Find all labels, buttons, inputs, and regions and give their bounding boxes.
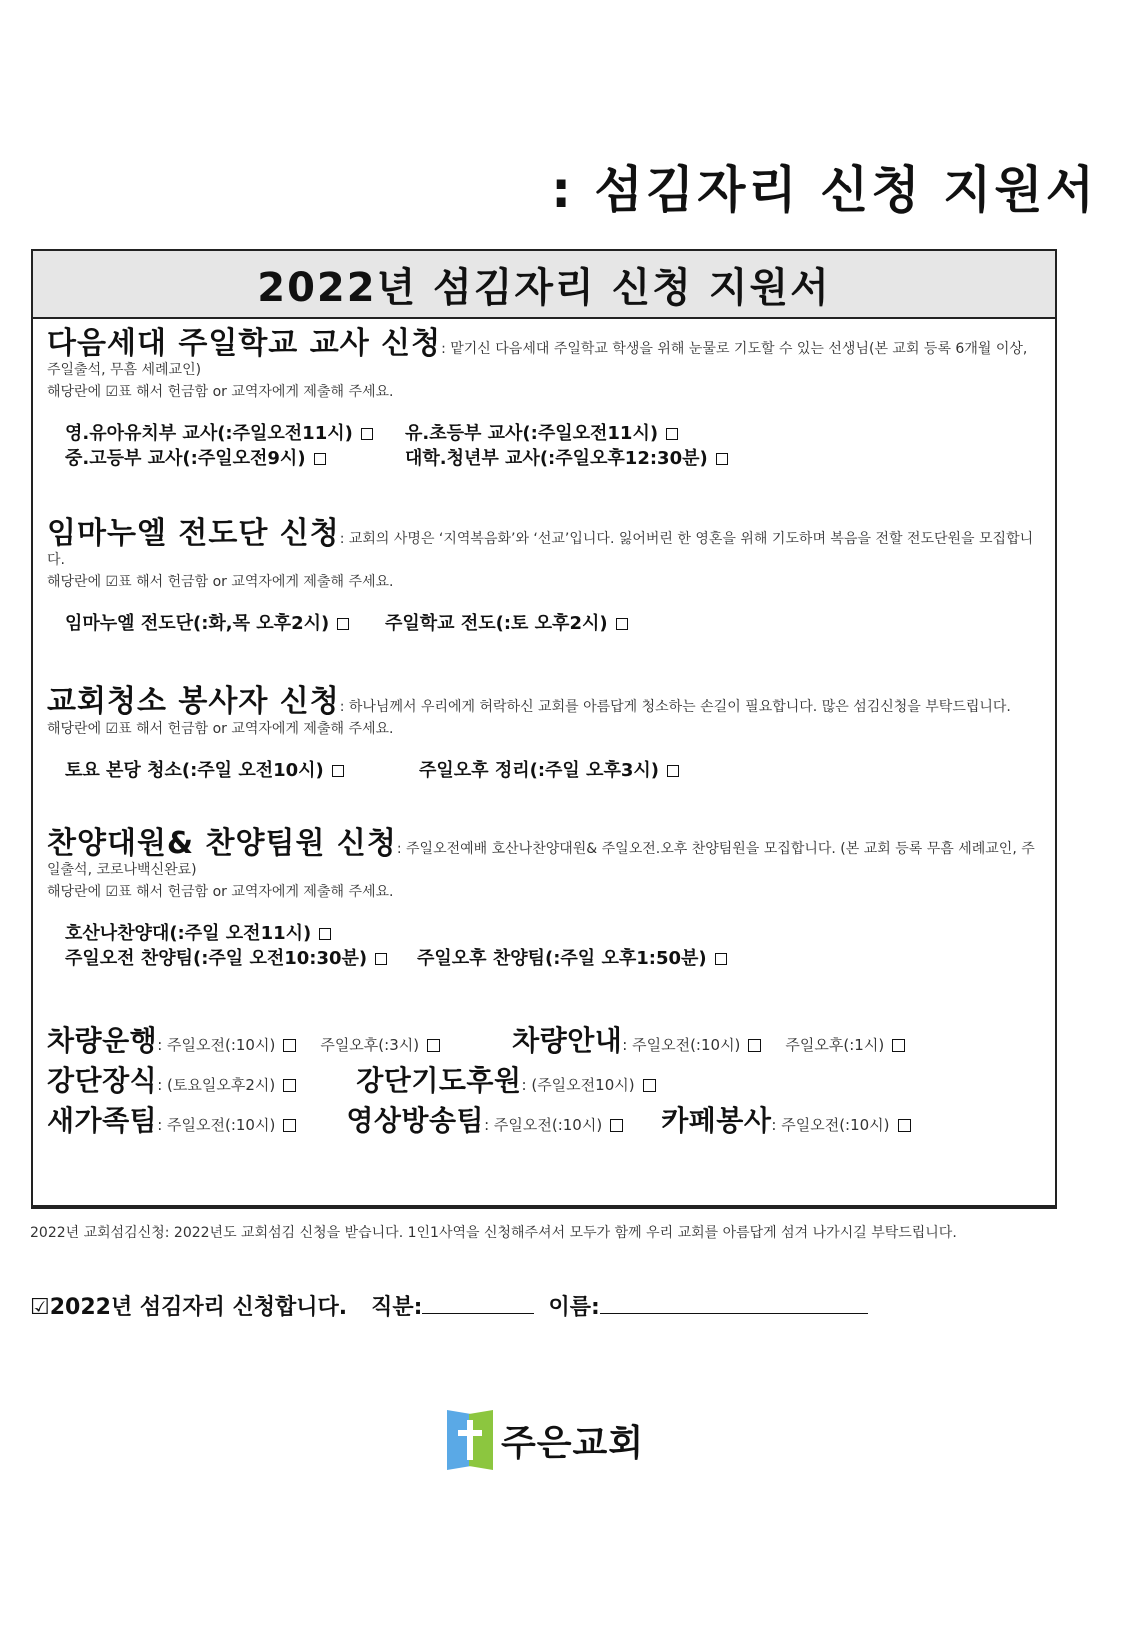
section-cleaning-volunteer [47, 684, 1041, 783]
checkbox[interactable] [332, 765, 344, 777]
section-desc: : 주일오전예배 호산나찬양대원& 주일오전.오후 찬양팀원을 모집합니다. (본 교회 등록 무흠 세례교인, 주일출석, 코로나백신완료) [47, 841, 1035, 878]
checkbox[interactable] [666, 428, 678, 440]
option-list [47, 421, 1041, 471]
position-label: 직분: [371, 1295, 423, 1320]
option-infant-teacher[interactable]: 영.유아유치부 교사(:주일오전11시) [65, 421, 405, 446]
section-sunday-school-teacher [47, 326, 1041, 471]
form-title: 2022년 섬김자리 신청 지원서 [33, 251, 1055, 319]
position-field[interactable] [422, 1312, 534, 1314]
footer-note: 2022년 교회섬김신청: 2022년도 교회섬김 신청을 받습니다. 1인1사역을 신청해주셔서 모두가 함께 우리 교회를 아름답게 섬겨 나가시길 부탁드립니다. [30, 1225, 957, 1241]
signup-text: ☑2022년 섬김자리 신청합니다. [30, 1295, 348, 1320]
section-choir-praise-team [47, 826, 1041, 971]
option-sunday-school-evangelism[interactable]: 주일학교 전도(:토 오후2시) [385, 611, 628, 636]
ministry-title-new-family: 새가족팀 [47, 1104, 158, 1137]
section-title: 찬양대원& 찬양팀원 신청 [47, 826, 397, 861]
option-list [47, 921, 1041, 971]
instruction: 해당란에 ☑표 해서 헌금함 or 교역자에게 제출해 주세요. [47, 574, 394, 590]
checkbox[interactable] [892, 1039, 905, 1052]
checkbox[interactable] [427, 1039, 440, 1052]
option-prayer[interactable]: : (주일오전10시) [522, 1067, 656, 1103]
instruction: 해당란에 ☑표 해서 헌금함 or 교역자에게 제출해 주세요. [47, 884, 394, 900]
option-elementary-teacher[interactable]: 유.초등부 교사(:주일오전11시) [405, 421, 678, 446]
option-list [47, 611, 1041, 636]
checkbox[interactable] [314, 453, 326, 465]
ministry-title-decor: 강단장식 [47, 1064, 158, 1097]
application-form [31, 249, 1057, 1209]
section-title: 교회청소 봉사자 신청 [47, 684, 340, 719]
checkbox[interactable] [361, 428, 373, 440]
option-morning-praise-team[interactable]: 주일오전 찬양팀(:주일 오전10:30분) [65, 946, 417, 971]
option-saturday-cleaning[interactable]: 토요 본당 청소(:주일 오전10시) [65, 758, 419, 783]
option-cafe[interactable]: : 주일오전(:10시) [771, 1107, 910, 1143]
checkbox[interactable] [748, 1039, 761, 1052]
section-other-ministries [47, 1023, 1041, 1143]
church-name: 주은교회 [501, 1422, 645, 1464]
section-evangelism-team [47, 516, 1041, 636]
option-hosanna-choir[interactable]: 호산나찬양대(:주일 오전11시) [65, 921, 331, 946]
instruction: 해당란에 ☑표 해서 헌금함 or 교역자에게 제출해 주세요. [47, 384, 394, 400]
ministry-title-cafe: 카페봉사 [661, 1104, 772, 1137]
instruction: 해당란에 ☑표 해서 헌금함 or 교역자에게 제출해 주세요. [47, 721, 394, 737]
option-youth-teacher[interactable]: 중.고등부 교사(:주일오전9시) [65, 446, 405, 471]
checkbox[interactable] [610, 1119, 623, 1132]
church-logo [447, 1410, 644, 1470]
option-decor[interactable]: : (토요일오후2시) [157, 1067, 296, 1103]
section-desc: : 맡기신 다음세대 주일학교 학생을 위해 눈물로 기도할 수 있는 선생님(본 교회 등록 6개월 이상, 주일출석, 무흠 세례교인) [47, 341, 1028, 378]
checkbox[interactable] [337, 618, 349, 630]
checkbox[interactable] [715, 953, 727, 965]
checkbox[interactable] [283, 1079, 296, 1092]
checkbox[interactable] [375, 953, 387, 965]
checkbox[interactable] [716, 453, 728, 465]
page-title: : 섬김자리 신청 지원서 [551, 161, 1097, 219]
checkbox[interactable] [319, 928, 331, 940]
option-new-family[interactable]: : 주일오전(:10시) [157, 1107, 296, 1143]
name-field[interactable] [600, 1312, 868, 1314]
option-car-afternoon[interactable]: 주일오후(:3시) [320, 1027, 440, 1063]
checkbox[interactable] [667, 765, 679, 777]
cross-logo-icon [447, 1410, 493, 1470]
checkbox[interactable] [616, 618, 628, 630]
ministry-title-prayer: 강단기도후원 [356, 1064, 522, 1097]
option-afternoon-praise-team[interactable]: 주일오후 찬양팀(:주일 오후1:50분) [417, 946, 727, 971]
option-car-morning[interactable]: : 주일오전(:10시) [157, 1027, 296, 1063]
signup-line [30, 1290, 882, 1321]
ministry-title-car: 차량운행 [47, 1024, 158, 1057]
option-list [47, 758, 1041, 783]
ministry-title-car-guide: 차량안내 [512, 1024, 623, 1057]
ministry-title-media: 영상방송팀 [346, 1104, 485, 1137]
checkbox[interactable] [283, 1119, 296, 1132]
option-sunday-afternoon-cleanup[interactable]: 주일오후 정리(:주일 오후3시) [419, 758, 679, 783]
option-immanuel-evangelism[interactable]: 임마누엘 전도단(:화,목 오후2시) [65, 611, 385, 636]
option-college-teacher[interactable]: 대학.청년부 교사(:주일오후12:30분) [405, 446, 728, 471]
checkbox[interactable] [643, 1079, 656, 1092]
checkbox[interactable] [283, 1039, 296, 1052]
name-label: 이름: [548, 1295, 600, 1320]
section-title: 다음세대 주일학교 교사 신청 [47, 326, 442, 361]
section-desc: : 하나님께서 우리에게 허락하신 교회를 아름답게 청소하는 손길이 필요합니다. 많은 섬김신청을 부탁드립니다. [339, 699, 1011, 715]
section-desc: : 교회의 사명은 ‘지역복음화’와 ‘선교’입니다. 잃어버린 한 영혼을 위해 기도하며 복음을 전할 전도단원을 모집합니다. [47, 531, 1034, 568]
section-title: 임마누엘 전도단 신청 [47, 516, 340, 551]
option-guide-morning[interactable]: : 주일오전(:10시) [622, 1027, 761, 1063]
checkbox[interactable] [898, 1119, 911, 1132]
option-media[interactable]: : 주일오전(:10시) [484, 1107, 623, 1143]
option-guide-afternoon[interactable]: 주일오후(:1시) [785, 1027, 905, 1063]
